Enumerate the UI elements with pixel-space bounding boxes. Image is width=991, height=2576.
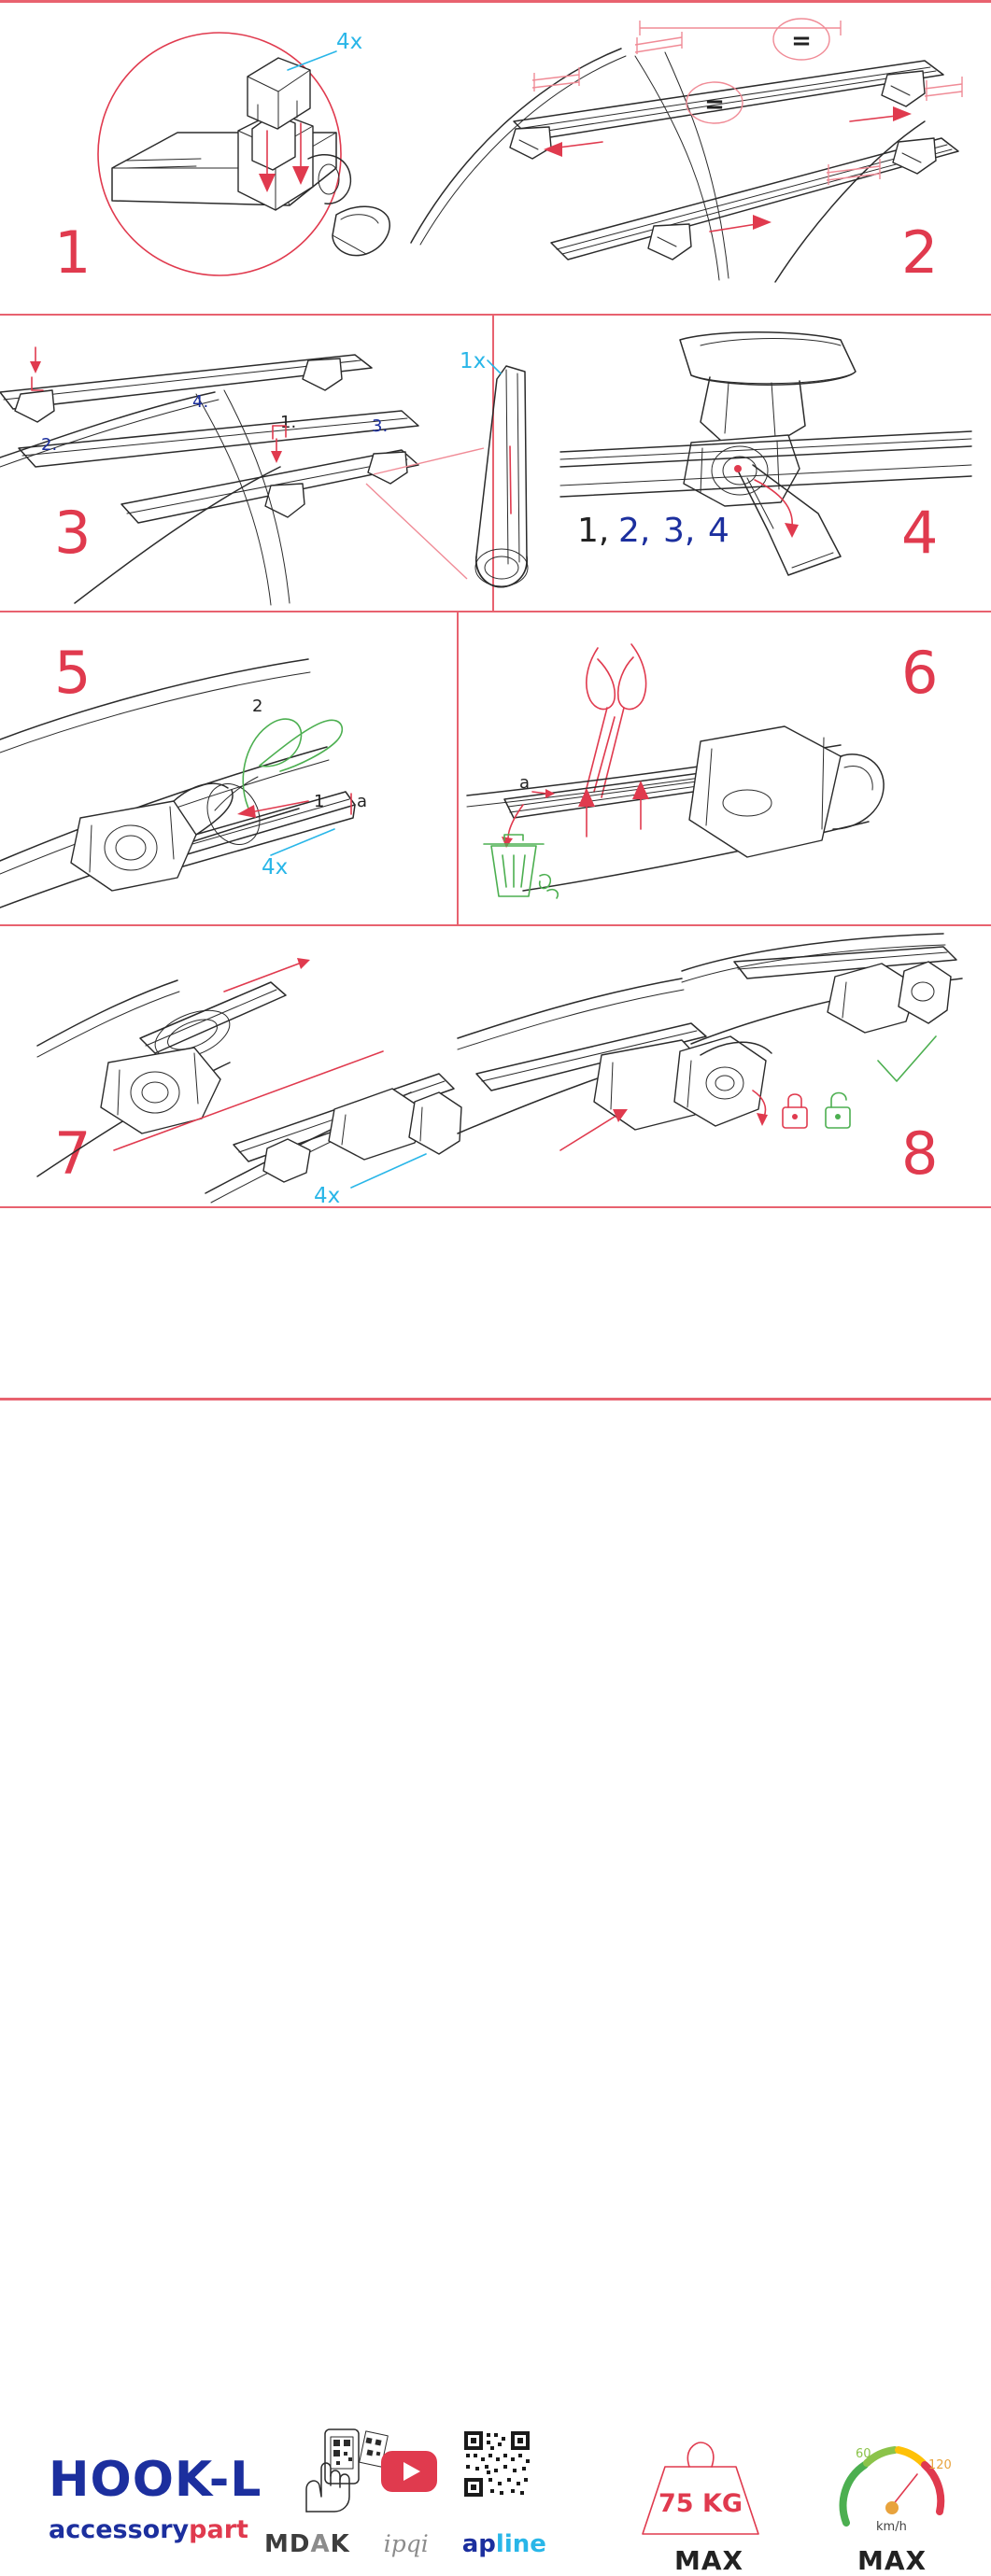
step-2-illustration [402,9,976,289]
speed-tick-low: 60 [856,2447,871,2461]
partner-logo-apline: apline [461,2530,546,2558]
step-number-3: 3 [54,499,90,567]
step-1-quantity: 4x [336,30,363,54]
step-number-4: 4 [901,499,937,567]
step-6-illustration [467,627,915,908]
brand-block [49,2452,262,2544]
divider-row-1 [0,314,991,316]
speed-unit: km/h [876,2520,907,2534]
step-5-illustration [0,627,448,917]
step-7-illustration [37,943,476,1208]
weight-max-caption: MAX [674,2545,744,2576]
step-2-equal-right: = [791,27,812,55]
footer [0,1206,991,2576]
step-8-illustration [458,934,981,1195]
step-3-callout-1: 1. [280,413,297,432]
step-4-seq-1: 1, [577,512,610,550]
step-4-seq-2: 2, [618,512,651,550]
step-4-seq-4: 4 [708,512,729,550]
speed-max-caption: MAX [857,2545,927,2576]
step-number-5: 5 [54,639,90,707]
brand-tagline-part2: part [189,2515,248,2544]
check-mark-icon [878,1036,936,1081]
step-number-6: 6 [901,639,937,707]
brand-tagline-part1: accessory [49,2515,190,2544]
weight-icon [635,2441,766,2538]
step-5-callout-1: 1 [314,792,325,811]
product-name: HOOK-L [49,2452,262,2508]
page-border-top [0,0,991,3]
step-4-illustration [560,329,981,609]
brand-tagline [49,2517,262,2542]
step-1-illustration [56,19,448,299]
step-5-callout-2: 2 [252,697,263,716]
weight-value: 75 KG [658,2489,743,2518]
step-6-callout-a: a [519,773,531,793]
step-5-quantity: 4x [262,855,289,880]
qr-code-icon[interactable] [462,2429,531,2499]
speed-tick-high: 120 [928,2458,952,2472]
phone-qr-scan-icon [297,2428,387,2513]
step-3-callout-2: 2. [41,435,58,455]
youtube-icon[interactable] [381,2451,437,2492]
partner-logo-mdak: MDAK [264,2530,350,2558]
step-3-callout-3: 3. [372,416,389,436]
divider-row-2 [0,611,991,612]
step-7-quantity: 4x [314,1184,341,1208]
speedometer-icon [831,2437,953,2540]
divider-col-row3 [457,611,459,924]
divider-row-3 [0,924,991,926]
step-3-callout-4: 4. [192,392,209,412]
step-number-1: 1 [54,218,90,287]
step-number-8: 8 [901,1119,937,1188]
step-number-2: 2 [901,218,937,287]
step-3-detail-illustration [448,345,579,607]
step-number-7: 7 [54,1119,90,1188]
step-4-seq-3: 3, [663,512,696,550]
partner-logo-ipqi: ipqi [383,2530,429,2557]
step-3-quantity: 1x [460,349,487,373]
partner-logos [264,2530,546,2558]
step-5-callout-a: a [357,792,368,811]
step-2-equal-left: = [704,91,725,119]
